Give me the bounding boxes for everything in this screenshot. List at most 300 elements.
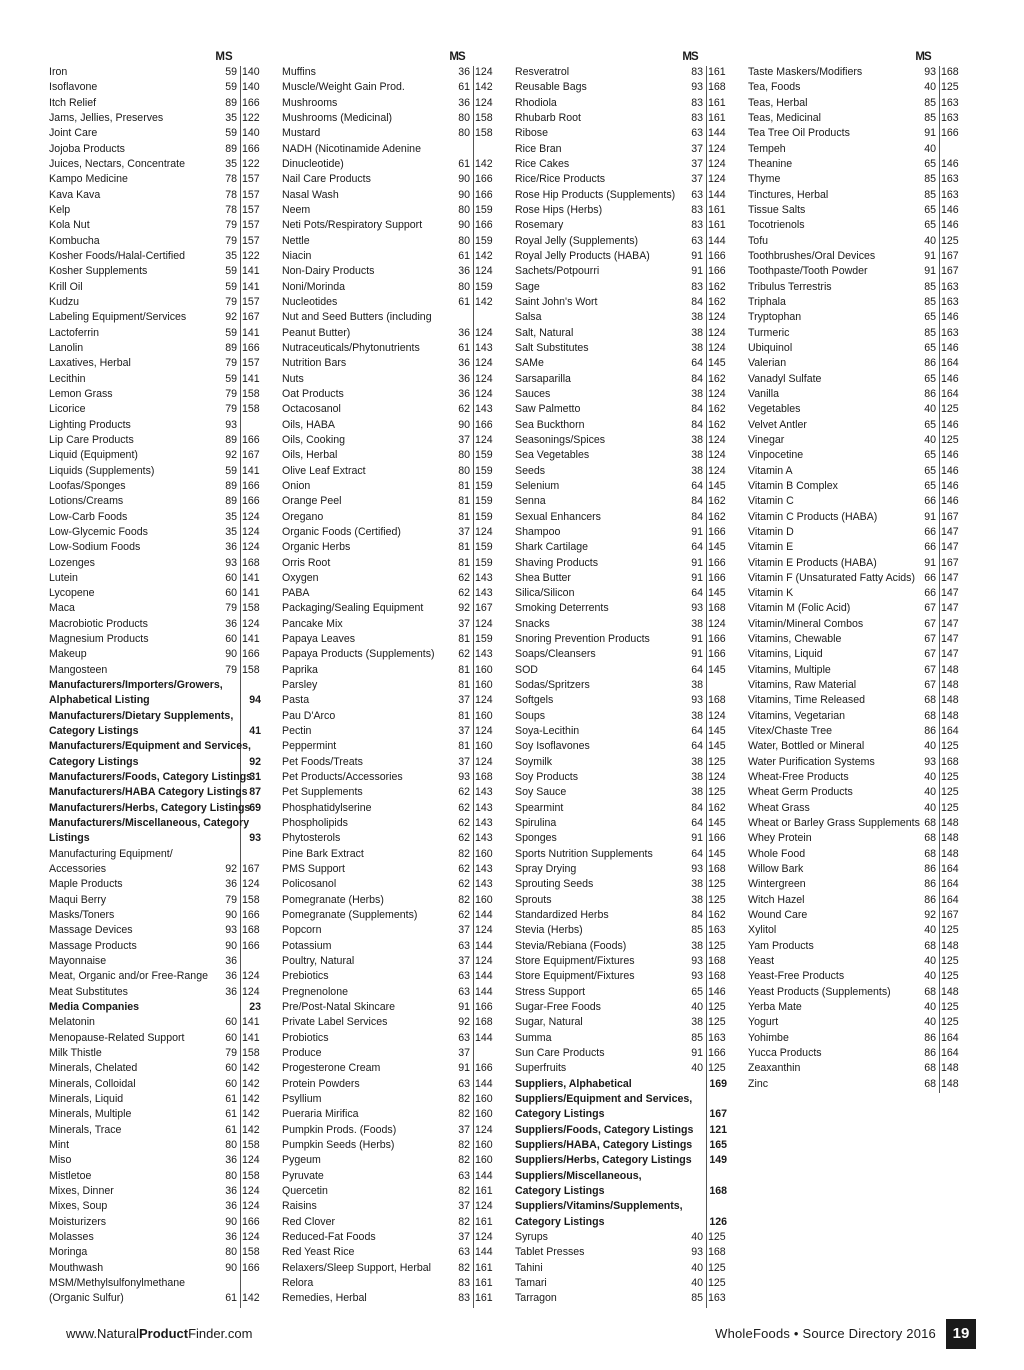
column-header (282, 51, 489, 65)
entry-s-page: 163 (708, 924, 726, 937)
entry-s-page: 147 (941, 633, 959, 646)
entry-name: Tryptophan (748, 311, 802, 324)
index-entry (49, 877, 260, 892)
entry-m-page: 93 (691, 81, 703, 94)
index-entry (748, 157, 959, 172)
entry-name: Organic Herbs (282, 541, 351, 554)
entry-m-page: 65 (924, 372, 936, 385)
entry-s-page: 167 (941, 909, 959, 922)
index-entry (49, 1230, 260, 1245)
entry-name: Saw Palmetto (515, 403, 581, 416)
index-entry (515, 1261, 726, 1276)
header-s: S (924, 51, 932, 63)
entry-s-page: 124 (708, 341, 726, 354)
index-entry (282, 647, 493, 662)
entry-s-page: 146 (941, 464, 959, 477)
entry-name: Zinc (748, 1077, 769, 1090)
index-entry (515, 985, 726, 1000)
entry-s-page: 166 (242, 341, 260, 354)
entry-name: Category Listings (515, 1108, 605, 1121)
entry-s-page: 143 (475, 878, 493, 891)
entry-m-page: 86 (924, 357, 936, 370)
entry-m-page: 38 (691, 679, 703, 692)
index-entry (282, 1291, 493, 1306)
entry-s-page: 159 (475, 556, 493, 569)
entry-m-page: 68 (924, 832, 936, 845)
entry-m-page: 37 (458, 433, 470, 446)
entry-s-page: 125 (941, 924, 959, 937)
entry-m-page: 81 (458, 663, 470, 676)
index-entry (515, 954, 726, 969)
entry-m-page: 93 (924, 66, 936, 78)
entry-name: Vitex/Chaste Tree (748, 725, 833, 738)
index-entry (748, 709, 959, 724)
entry-m-page: 40 (924, 142, 936, 155)
entry-m-page: 82 (458, 1138, 470, 1151)
entry-s-page: 160 (475, 847, 493, 860)
index-entry (515, 234, 726, 249)
entry-s-page: 148 (941, 1062, 959, 1075)
entry-s-page: 147 (941, 648, 959, 661)
entry-m-page: 92 (458, 1016, 470, 1029)
entry-m-page: 66 (924, 525, 936, 538)
entry-name: Nuts (282, 372, 304, 385)
entry-m-page: 36 (458, 372, 470, 385)
index-entry (282, 65, 493, 80)
entry-s-page: 145 (708, 663, 726, 676)
entry-name: Phosphatidylserine (282, 801, 372, 814)
entry-name: Poultry, Natural (282, 955, 355, 968)
entry-s-page: 142 (242, 1123, 260, 1136)
entry-name: Sage (515, 280, 540, 293)
entry-s-page: 167 (242, 863, 260, 876)
index-entry (282, 356, 493, 371)
entry-name: Molasses (49, 1230, 94, 1243)
entry-m-page: 85 (924, 326, 936, 339)
entry-name: Moringa (49, 1246, 88, 1259)
entry-name: Yerba Mate (748, 1001, 802, 1014)
index-entry (515, 172, 726, 187)
index-entry (515, 1215, 727, 1230)
index-entry (515, 816, 726, 831)
entry-s-page: 163 (941, 326, 959, 339)
entry-m-page: 60 (225, 1077, 237, 1090)
index-entry (515, 1245, 726, 1260)
index-entry (748, 96, 959, 111)
entry-m-page: 93 (691, 1246, 703, 1259)
entry-m-page: 84 (691, 295, 703, 308)
entry-name: Kosher Foods/Halal-Certified (49, 249, 186, 262)
entry-s-page: 164 (941, 878, 959, 891)
index-entry (282, 586, 493, 601)
entry-name: Vanadyl Sulfate (748, 372, 822, 385)
index-entry (515, 939, 726, 954)
index-entry (282, 1138, 493, 1153)
index-entry (515, 448, 726, 463)
index-entry (748, 479, 959, 494)
entry-name: Peppermint (282, 740, 337, 753)
index-entry (49, 601, 260, 616)
entry-m-page: 90 (225, 1261, 237, 1274)
entry-m-page: 80 (458, 127, 470, 140)
entry-name: Sodas/Spritzers (515, 679, 590, 692)
entry-s-page: 140 (242, 127, 260, 140)
entry-m-page: 67 (924, 663, 936, 676)
entry-name: Lighting Products (49, 418, 131, 431)
entry-name: Shea Butter (515, 571, 571, 584)
entry-s-page: 164 (941, 893, 959, 906)
entry-s-page: 143 (475, 801, 493, 814)
entry-s-page: 124 (475, 1230, 493, 1243)
entry-s-page: 166 (242, 648, 260, 661)
entry-m-page: 36 (458, 357, 470, 370)
index-entry (515, 280, 726, 295)
entry-s-page: 166 (242, 909, 260, 922)
entry-s-page: 124 (708, 326, 726, 339)
entry-s-page: 159 (475, 541, 493, 554)
entry-m-page: 36 (458, 326, 470, 339)
index-entry (515, 1230, 726, 1245)
index-entry (515, 1123, 727, 1138)
index-entry (748, 402, 959, 417)
entry-s-page: 145 (708, 817, 726, 830)
entry-name: Wheat-Free Products (748, 771, 849, 784)
entry-name: Makeup (49, 648, 87, 661)
entry-m-page: 37 (458, 924, 470, 937)
entry-name: Rhodiola (515, 96, 557, 109)
entry-name: Vitamin E Products (HABA) (748, 556, 877, 569)
entry-s-page: 167 (242, 311, 260, 324)
index-entry (49, 402, 260, 417)
entry-name: Tamari (515, 1276, 547, 1289)
index-entry (515, 893, 726, 908)
index-entry (49, 724, 261, 739)
entry-s-page: 124 (475, 66, 493, 78)
entry-name: Manufacturers/Herbs, Category Listings (49, 801, 251, 814)
index-entry (282, 908, 493, 923)
entry-s-page: 122 (242, 111, 260, 124)
index-entry (748, 326, 959, 341)
entry-m-page: 36 (458, 66, 470, 78)
entry-name: Orange Peel (282, 495, 342, 508)
entry-name: Pine Bark Extract (282, 847, 364, 860)
index-entry (515, 908, 726, 923)
index-entry (282, 1215, 493, 1230)
entry-name: Maca (49, 602, 75, 615)
entry-s-page: 166 (941, 127, 959, 140)
entry-s-page: 142 (242, 1292, 260, 1305)
entry-name: Shampoo (515, 525, 561, 538)
index-entry (49, 1184, 260, 1199)
entry-name: Soymilk (515, 755, 553, 768)
entry-name: Seeds (515, 464, 546, 477)
entry-s-page: 168 (941, 755, 959, 768)
entry-name: Soy Products (515, 771, 579, 784)
index-entry (748, 739, 959, 754)
index-entry (748, 341, 959, 356)
entry-s-page: 166 (242, 479, 260, 492)
index-entry (282, 1046, 489, 1061)
index-entry (515, 1199, 722, 1214)
entry-m-page: 93 (691, 970, 703, 983)
entry-name: Pyruvate (282, 1169, 324, 1182)
entry-s-page: 162 (708, 418, 726, 431)
entry-m-page: 86 (924, 893, 936, 906)
entry-s-page: 146 (941, 341, 959, 354)
index-entry (748, 418, 959, 433)
index-entry (282, 418, 493, 433)
index-entry (515, 1184, 727, 1199)
entry-s-page: 143 (475, 571, 493, 584)
entry-s-page: 166 (475, 1001, 493, 1014)
index-entry (515, 157, 726, 172)
entry-s-page: 125 (708, 1062, 726, 1075)
index-entry (515, 494, 726, 509)
entry-name: Octacosanol (282, 403, 341, 416)
entry-m-page: 81 (458, 495, 470, 508)
index-entry (748, 969, 959, 984)
index-entry (515, 862, 726, 877)
entry-name: Vinegar (748, 433, 785, 446)
index-entry (49, 663, 260, 678)
entry-m-page: 61 (458, 295, 470, 308)
entry-name: Oils, Herbal (282, 449, 338, 462)
entry-s-page: 125 (708, 939, 726, 952)
entry-s-page: 142 (475, 157, 493, 170)
entry-name: Kelp (49, 203, 71, 216)
index-entry (49, 847, 255, 862)
entry-m-page: 85 (924, 173, 936, 186)
entry-s-page: 168 (242, 924, 260, 937)
header-s: S (458, 51, 466, 63)
entry-s-page: 142 (242, 1092, 260, 1105)
entry-s-page: 146 (941, 157, 959, 170)
entry-s-page: 143 (475, 832, 493, 845)
entry-s-page: 165 (709, 1138, 727, 1151)
entry-name: Phospholipids (282, 817, 348, 830)
entry-name: Standardized Herbs (515, 909, 609, 922)
entry-m-page: 85 (924, 111, 936, 124)
index-entry (282, 556, 493, 571)
entry-s-page: 147 (941, 617, 959, 630)
entry-s-page: 166 (708, 1047, 726, 1059)
entry-s-page: 144 (475, 1031, 493, 1044)
entry-name: Selenium (515, 479, 560, 492)
entry-name: Tea, Foods (748, 81, 801, 94)
entry-s-page: 124 (242, 970, 260, 983)
entry-m-page: 64 (691, 663, 703, 676)
entry-name: Meat Substitutes (49, 985, 128, 998)
index-entry (282, 326, 493, 341)
entry-m-page: 35 (225, 249, 237, 262)
index-entry (49, 264, 260, 279)
index-entry (748, 1061, 959, 1076)
entry-m-page: 37 (458, 755, 470, 768)
entry-m-page: 81 (458, 679, 470, 692)
entry-name: Soups (515, 709, 546, 722)
index-entry (282, 709, 493, 724)
entry-name: Nail Care Products (282, 173, 371, 186)
entry-name: Vitamin C Products (HABA) (748, 510, 878, 523)
entry-name: Smoking Deterrents (515, 602, 609, 615)
index-entry (515, 80, 726, 95)
entry-s-page: 124 (242, 617, 260, 630)
entry-m-page: 82 (458, 893, 470, 906)
entry-name: Vanilla (748, 387, 780, 400)
index-entry (282, 494, 493, 509)
entry-name: Tempeh (748, 142, 786, 155)
entry-s-page: 142 (242, 1062, 260, 1075)
entry-name: Toothpaste/Tooth Powder (748, 265, 868, 278)
index-entry (748, 448, 959, 463)
entry-name: Krill Oil (49, 280, 83, 293)
entry-s-page: 124 (475, 387, 493, 400)
entry-s-page: 166 (242, 1215, 260, 1228)
index-entry (748, 510, 959, 525)
entry-name: Sauces (515, 387, 551, 400)
entry-s-page: 163 (941, 111, 959, 124)
index-entry (49, 801, 261, 816)
entry-m-page: 86 (924, 1031, 936, 1044)
entry-name: Minerals, Chelated (49, 1062, 138, 1075)
entry-m-page: 38 (691, 464, 703, 477)
index-entry (282, 295, 493, 310)
entry-m-page: 36 (225, 1184, 237, 1197)
entry-s-page: 143 (475, 863, 493, 876)
index-entry (748, 770, 959, 785)
entry-m-page: 66 (924, 541, 936, 554)
entry-name: Thyme (748, 173, 781, 186)
entry-s-page: 124 (708, 449, 726, 462)
entry-m-page: 93 (691, 602, 703, 615)
entry-m-page: 83 (691, 111, 703, 124)
entry-name: Syrups (515, 1230, 548, 1243)
index-entry (748, 985, 959, 1000)
entry-s-page: 157 (242, 203, 260, 216)
entry-m-page: 62 (458, 817, 470, 830)
entry-m-page: 63 (691, 188, 703, 201)
entry-s-page: 124 (475, 694, 493, 707)
entry-s-page: 124 (475, 96, 493, 109)
entry-m-page: 38 (691, 786, 703, 799)
entry-name: Whey Protein (748, 832, 812, 845)
entry-s-page: 158 (242, 403, 260, 416)
entry-m-page: 68 (924, 709, 936, 722)
index-entry (49, 142, 260, 157)
entry-name: Macrobiotic Products (49, 617, 148, 630)
entry-name: Shark Cartilage (515, 541, 589, 554)
entry-m-page: 90 (458, 188, 470, 201)
entry-m-page: 91 (458, 1001, 470, 1014)
index-entry (49, 1015, 260, 1030)
column-header (515, 51, 722, 65)
index-entry (748, 571, 959, 586)
entry-m-page: 40 (924, 786, 936, 799)
entry-name: Sachets/Potpourri (515, 265, 600, 278)
entry-s-page: 163 (941, 280, 959, 293)
entry-s-page: 166 (242, 1261, 260, 1274)
entry-m-page: 40 (924, 81, 936, 94)
entry-name: Saint John's Wort (515, 295, 598, 308)
index-entry (49, 1199, 260, 1214)
entry-s-page: 158 (242, 387, 260, 400)
entry-name: Lutein (49, 571, 78, 584)
index-entry (282, 770, 493, 785)
entry-s-page: 140 (242, 66, 260, 78)
entry-m-page: 79 (225, 602, 237, 615)
entry-name: Nasal Wash (282, 188, 339, 201)
index-entry (515, 678, 722, 693)
entry-s-page: 125 (941, 403, 959, 416)
entry-name: Tarragon (515, 1292, 557, 1305)
index-entry (748, 372, 959, 387)
entry-s-page: 124 (475, 326, 493, 339)
index-entry (748, 831, 959, 846)
entry-name: Store Equipment/Fixtures (515, 970, 635, 983)
entry-name: Sexual Enhancers (515, 510, 601, 523)
entry-name: Parsley (282, 679, 318, 692)
entry-m-page: 93 (691, 694, 703, 707)
entry-m-page: 82 (458, 1261, 470, 1274)
entry-m-page: 63 (691, 234, 703, 247)
entry-name: Psyllium (282, 1092, 322, 1105)
entry-m-page: 85 (691, 924, 703, 937)
index-entry (282, 188, 493, 203)
entry-s-page: 125 (941, 740, 959, 753)
entry-name: Nettle (282, 234, 310, 247)
entry-m-page: 91 (924, 556, 936, 569)
entry-s-page: 164 (941, 357, 959, 370)
entry-name: Royal Jelly (Supplements) (515, 234, 639, 247)
entry-name: Vitamin C (748, 495, 794, 508)
entry-m-page: 67 (924, 679, 936, 692)
index-entry (282, 571, 493, 586)
entry-name: Spirulina (515, 817, 557, 830)
entry-name: Nutraceuticals/Phytonutrients (282, 341, 420, 354)
entry-s-page: 143 (475, 817, 493, 830)
entry-s-page: 143 (475, 587, 493, 600)
entry-m-page: 93 (225, 418, 237, 431)
index-entry (748, 954, 959, 969)
entry-s-page: 125 (941, 433, 959, 446)
entry-m-page: 40 (924, 1001, 936, 1014)
entry-m-page: 64 (691, 541, 703, 554)
entry-m-page: 62 (458, 648, 470, 661)
entry-s-page: 124 (475, 1123, 493, 1136)
index-entry (49, 433, 260, 448)
entry-m-page: 60 (225, 1016, 237, 1029)
index-entry (748, 142, 955, 157)
entry-name: Valerian (748, 357, 787, 370)
entry-m-page: 80 (225, 1246, 237, 1259)
index-entry (49, 341, 260, 356)
index-entry (49, 816, 255, 831)
entry-name: Private Label Services (282, 1016, 388, 1029)
entry-name: Oils, Cooking (282, 433, 345, 446)
index-entry (282, 755, 493, 770)
entry-s-page: 168 (708, 602, 726, 615)
index-entry (515, 663, 726, 678)
entry-name: Massage Devices (49, 924, 133, 937)
index-entry (748, 586, 959, 601)
entry-m-page: 40 (924, 970, 936, 983)
entry-s-page: 125 (708, 1230, 726, 1243)
entry-m-page: 86 (924, 1047, 936, 1059)
entry-s-page: 163 (941, 295, 959, 308)
entry-name: Soy Isoflavones (515, 740, 590, 753)
entry-s-page: 167 (941, 510, 959, 523)
index-entry (515, 540, 726, 555)
